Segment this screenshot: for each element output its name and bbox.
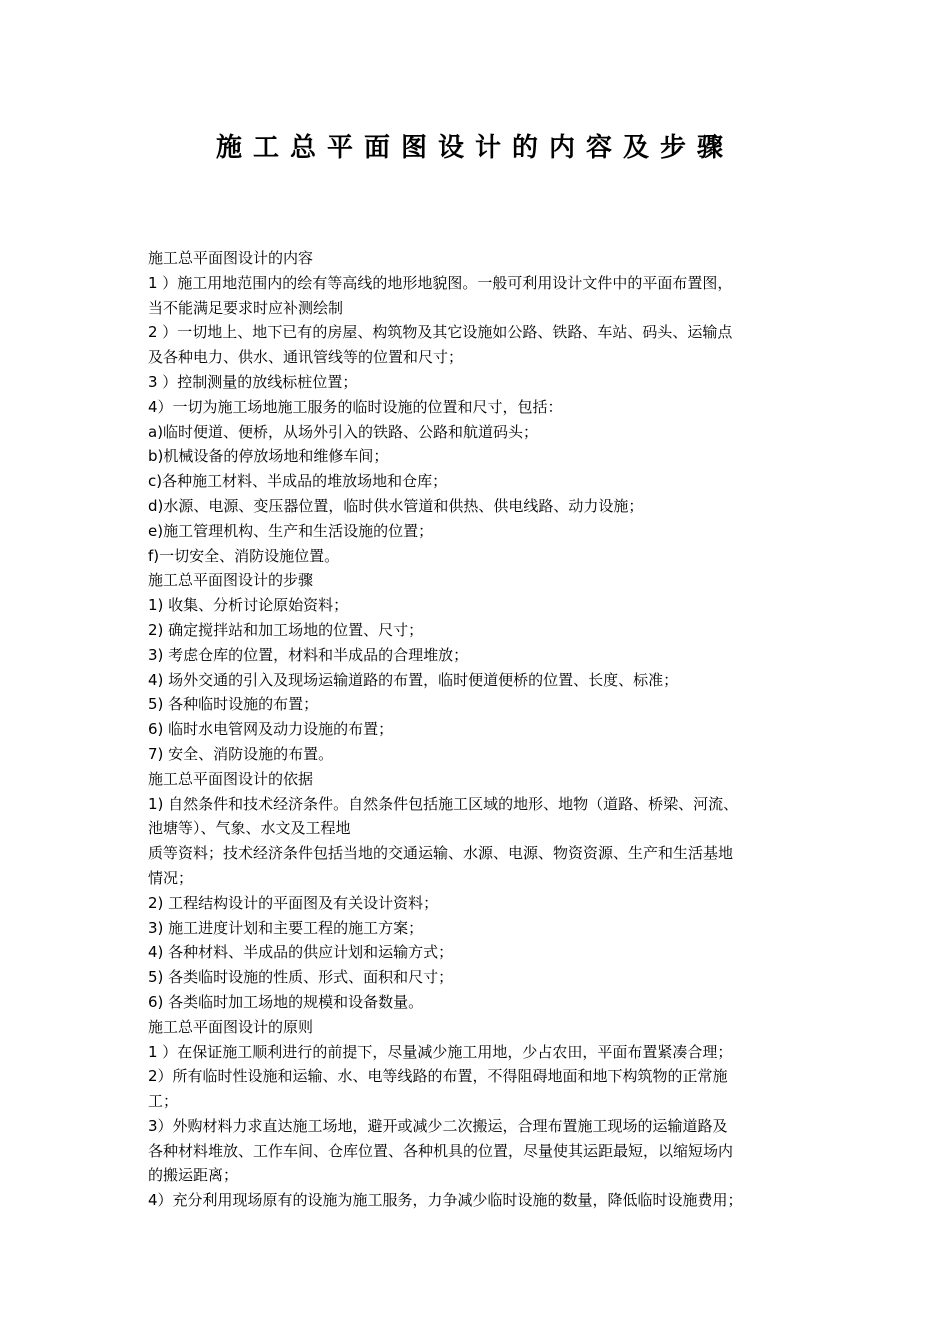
text-line: 3 ）控制测量的放线标桩位置；: [148, 372, 358, 391]
text-line: 3) 考虑仓库的位置，材料和半成品的合理堆放；: [148, 645, 469, 664]
text-line: 情况；: [148, 868, 194, 887]
text-line: 2) 确定搅拌站和加工场地的位置、尺寸；: [148, 620, 424, 639]
text-line: 的搬运距离；: [148, 1166, 239, 1185]
text-line: 2) 工程结构设计的平面图及有关设计资料；: [148, 893, 439, 912]
text-line: d)水源、电源、变压器位置，临时供水管道和供热、供电线路、动力设施；: [148, 496, 644, 515]
text-line: 1) 自然条件和技术经济条件。自然条件包括施工区域的地形、地物（道路、桥梁、河流、: [148, 794, 739, 813]
text-line: 5) 各种临时设施的布置；: [148, 695, 319, 714]
text-line: 7) 安全、消防设施的布置。: [148, 744, 334, 763]
text-line: 施工总平面图设计的依据: [148, 769, 314, 788]
text-line: 1 ）在保证施工顺利进行的前提下，尽量减少施工用地，少占农田，平面布置紧凑合理；: [148, 1042, 733, 1061]
document-body: [148, 246, 818, 1213]
text-line: 3）外购材料力求直达施工场地，避开或减少二次搬运，合理布置施工现场的运输道路及: [148, 1116, 728, 1135]
text-line: b)机械设备的停放场地和维修车间；: [148, 447, 389, 466]
text-line: 6) 各类临时加工场地的规模和设备数量。: [148, 992, 424, 1011]
text-line: e)施工管理机构、生产和生活设施的位置；: [148, 521, 434, 540]
text-line: 1) 收集、分析讨论原始资料；: [148, 596, 349, 615]
text-line: 3) 施工进度计划和主要工程的施工方案；: [148, 918, 424, 937]
text-line: 施工总平面图设计的原则: [148, 1017, 314, 1036]
text-line: 施工总平面图设计的步骤: [148, 571, 314, 590]
text-line: 及各种电力、供水、通讯管线等的位置和尺寸；: [148, 348, 464, 367]
text-line: 质等资料；技术经济条件包括当地的交通运输、水源、电源、物资资源、生产和生活基地: [148, 844, 734, 863]
text-line: 2）所有临时性设施和运输、水、电等线路的布置，不得阻碍地面和地下构筑物的正常施: [148, 1067, 728, 1086]
text-line: c)各种施工材料、半成品的堆放场地和仓库；: [148, 472, 448, 491]
text-line: 4）一切为施工场地施工服务的临时设施的位置和尺寸，包括：: [148, 397, 563, 416]
text-line: 4）充分利用现场原有的设施为施工服务，力争减少临时设施的数量，降低临时设施费用；: [148, 1191, 743, 1210]
text-line: 6) 临时水电管网及动力设施的布置；: [148, 720, 394, 739]
text-line: 4) 场外交通的引入及现场运输道路的布置，临时便道便桥的位置、长度、标准；: [148, 670, 679, 689]
text-line: 4) 各种材料、半成品的供应计划和运输方式；: [148, 943, 454, 962]
document-title: 施工总平面图设计的内容及步骤: [215, 133, 734, 163]
text-line: 2 ）一切地上、地下已有的房屋、构筑物及其它设施如公路、铁路、车站、码头、运输点: [148, 323, 733, 342]
text-line: 池塘等）、气象、水文及工程地: [148, 819, 351, 838]
text-line: f)一切安全、消防设施位置。: [148, 546, 340, 565]
text-line: a)临时便道、便桥，从场外引入的铁路、公路和航道码头；: [148, 422, 539, 441]
text-line: 各种材料堆放、工作车间、仓库位置、各种机具的位置，尽量使其运距最短，以缩短场内: [148, 1141, 734, 1160]
text-line: 施工总平面图设计的内容: [148, 249, 314, 267]
text-line: 1 ）施工用地范围内的绘有等高线的地形地貌图。一般可利用设计文件中的平面布置图，: [148, 273, 733, 292]
text-line: 5) 各类临时设施的性质、形式、面积和尺寸；: [148, 968, 454, 987]
text-line: 工；: [148, 1092, 179, 1111]
text-line: 当不能满足要求时应补测绘制: [148, 298, 344, 317]
